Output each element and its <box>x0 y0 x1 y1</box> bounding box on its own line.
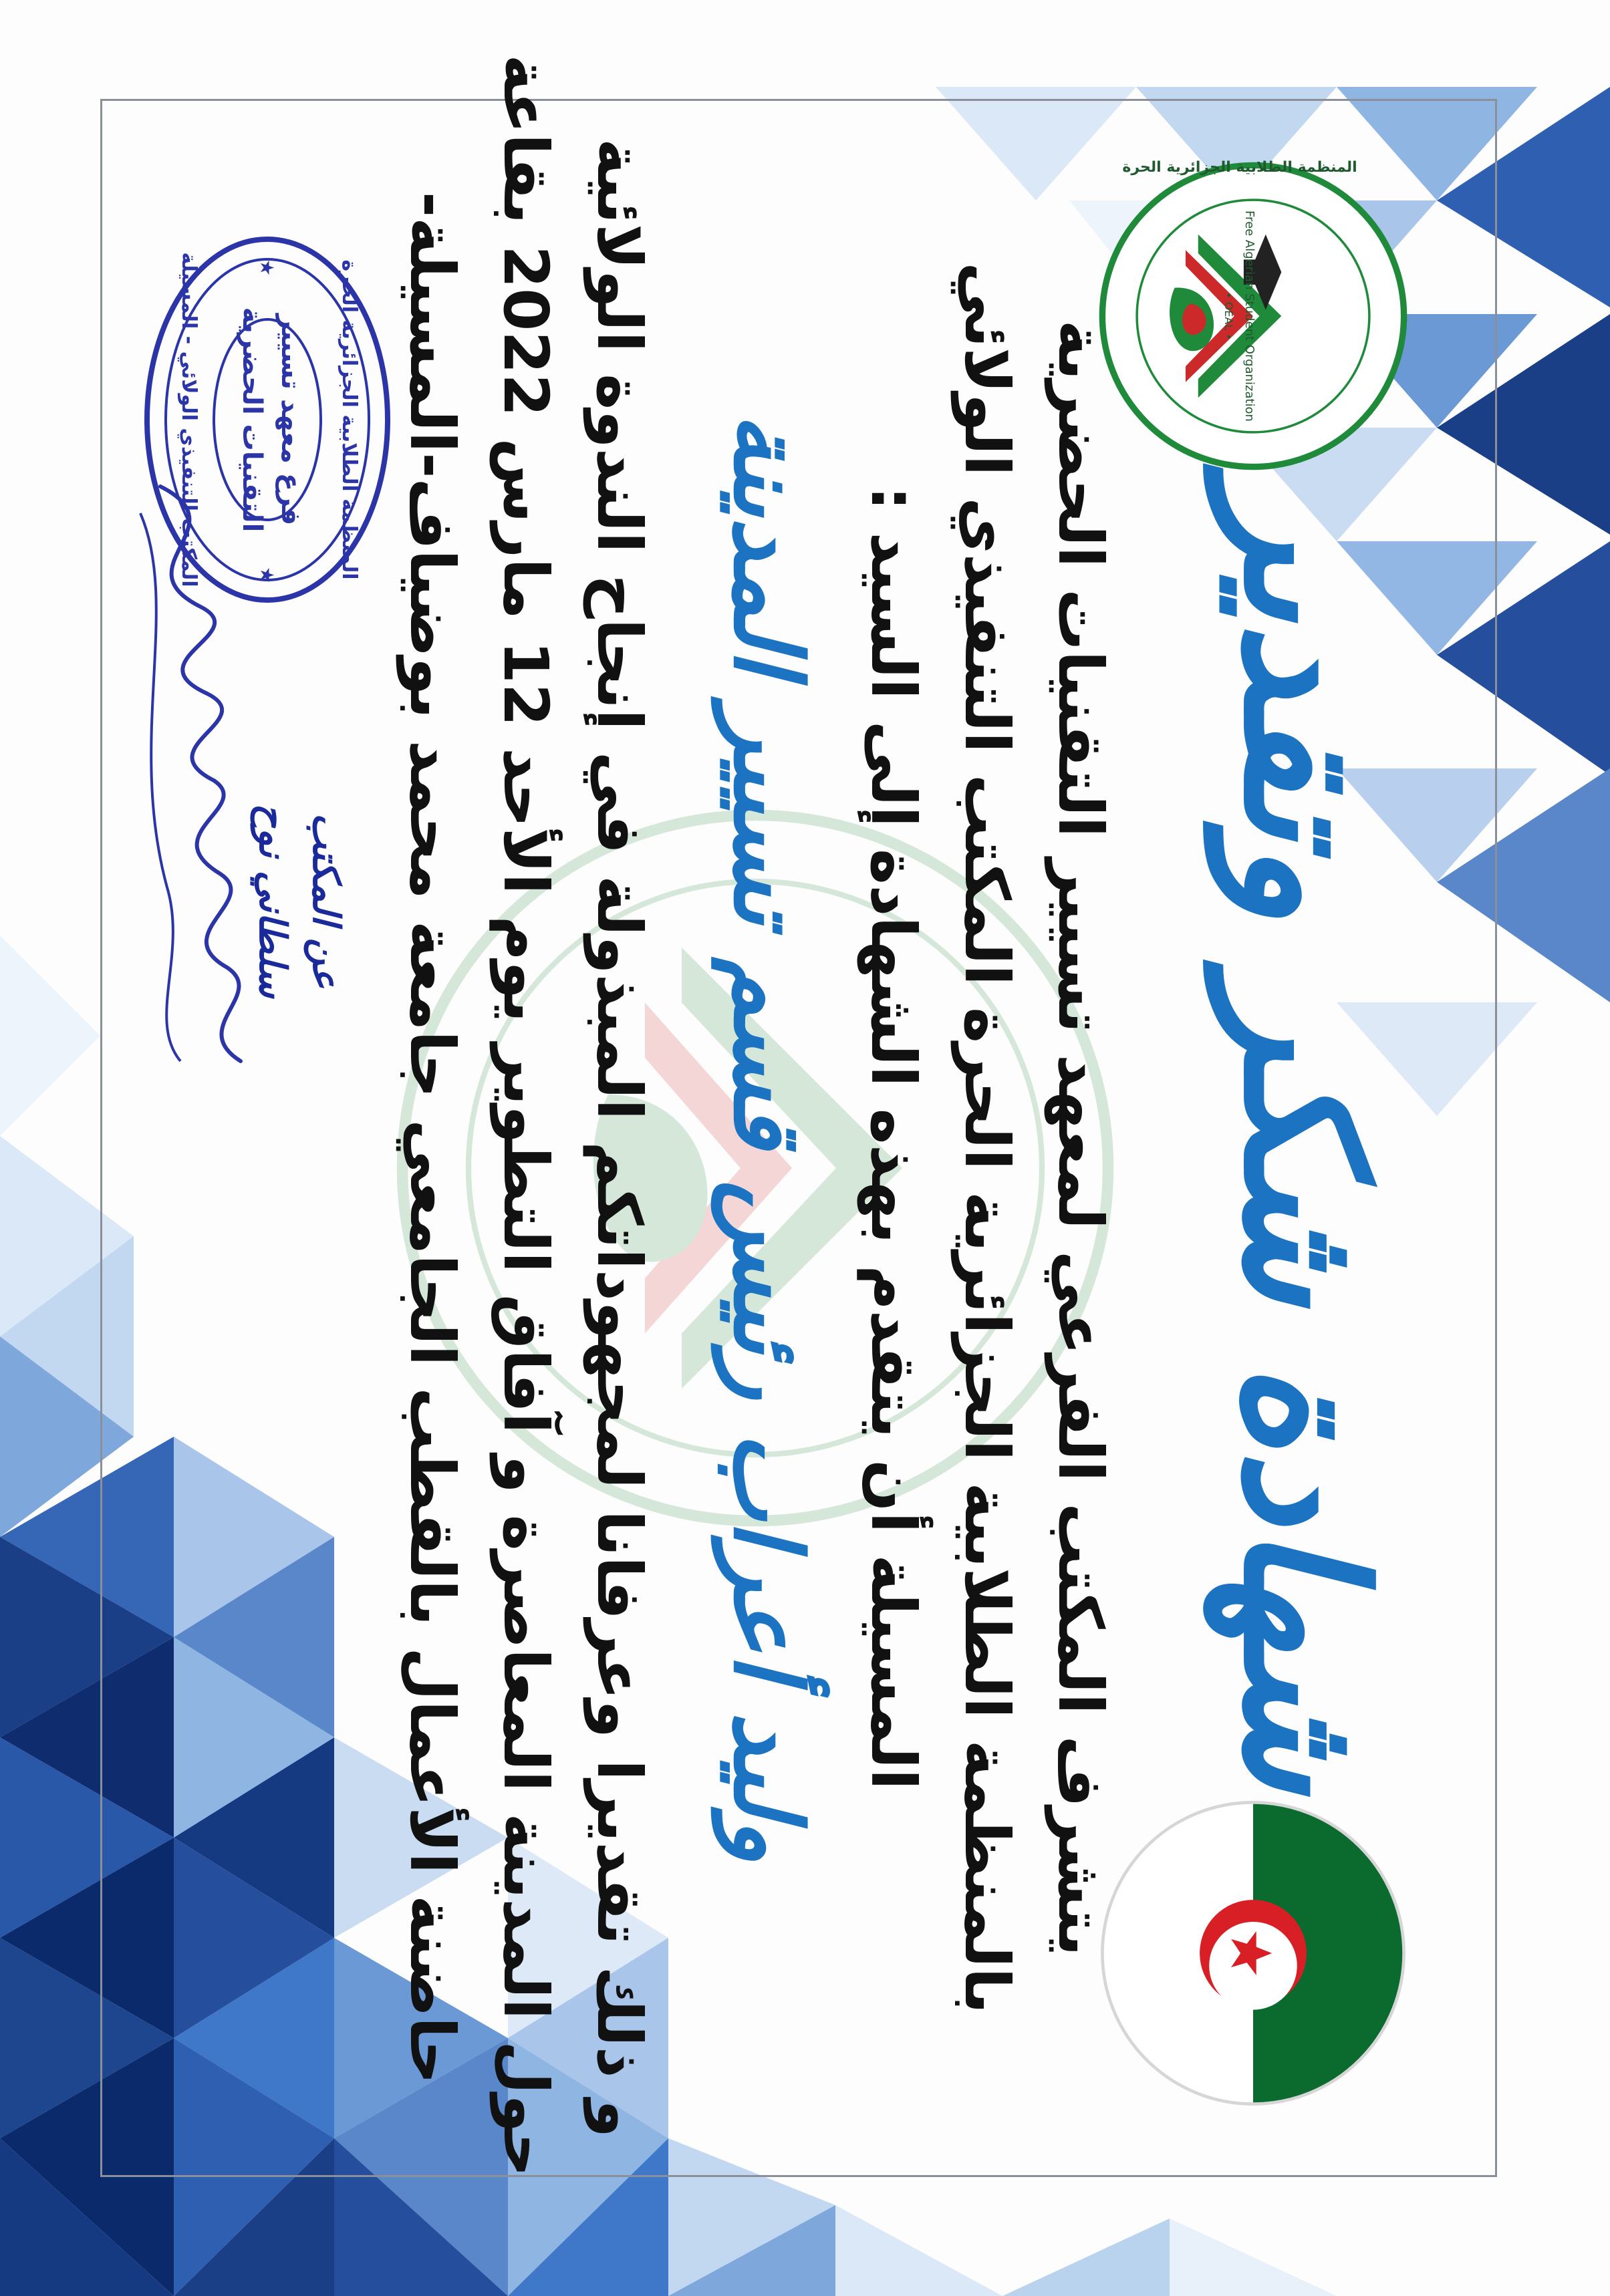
intro-line-3: المسيلة أن يتقدم بهذه الشهادة إلى السيد : <box>857 486 929 1790</box>
official-stamp <box>140 233 394 607</box>
signature-label: عن المكتب <box>304 813 348 989</box>
signature-name: سلطاني نوح <box>251 803 294 998</box>
logo-arabic-text: المنظمة الطلابية الجزائرية الحرة <box>1122 159 1357 176</box>
certificate-title: شهادة شكر وتقدير <box>1207 483 1403 1793</box>
intro-line-2: بالمنظمة الطلابية الجزائرية الحرة المكتب التنفيذي الولائي <box>951 262 1023 2014</box>
logo-abbr: • OEAL • <box>1222 292 1235 340</box>
body-line-1: و ذلك تقديرا وعرفانا لمجهوداتكم المبذولة في إنجاح الندوة الولائية <box>583 138 655 2138</box>
logo-english-text: Free Algerian Student Organization <box>1242 210 1256 422</box>
intro-line-1: يتشرف المكتب الفرعي لمعهد تسيير التقنيات الحضرية <box>1045 319 1116 1957</box>
recipient-name: وليد أعراب رئيس قسم تسيير المدينة <box>712 412 822 1864</box>
stamp-outer-text: المنظمة الطلابية الجزائرية الحرة <box>338 259 361 580</box>
stamp-line-1: فرع معهد تسيير <box>275 313 306 526</box>
stamp-line-2: التقنيات الحضرية <box>237 307 267 533</box>
certificate-content <box>100 54 1497 2177</box>
stamp-bottom-text: المكتب التنفيذي الولائي - المسيلة <box>177 252 200 587</box>
svg-text:★: ★ <box>256 567 278 584</box>
svg-text:★: ★ <box>256 259 278 277</box>
body-line-3: حاضنة الأعمال بالقطب الجامعي جامعة محمد بوضياف-المسيلة- <box>396 191 468 2085</box>
body-line-2: حول المدينة المعاصرة و آفاق التطوير يوم الأحد 12 مارس 2022 بقاعة <box>490 54 561 2177</box>
